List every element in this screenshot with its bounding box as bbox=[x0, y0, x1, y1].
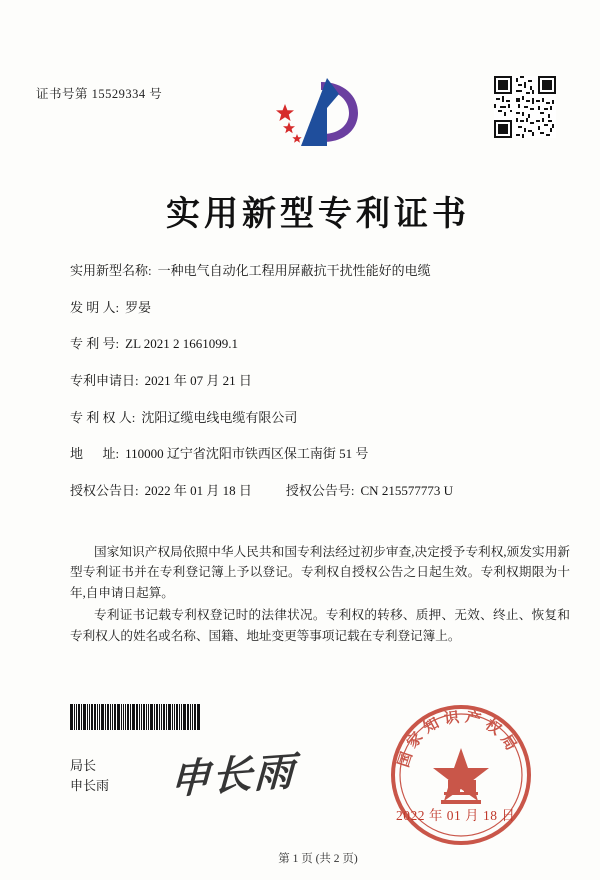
svg-text:国家知识产权局: 国家知识产权局 bbox=[394, 707, 524, 770]
field-value: ZL 2021 2 1661099.1 bbox=[125, 336, 239, 352]
barcode-icon bbox=[70, 704, 230, 730]
director-name-label: 申长雨 bbox=[70, 778, 110, 794]
paragraph-2: 专利证书记载专利权登记时的法律状况。专利权的转移、质押、无效、终止、恢复和专利权人的姓名或名称、国籍、地址变更等事项记载在专利登记簿上。 bbox=[70, 608, 570, 643]
field-row-inventor bbox=[70, 299, 570, 317]
field-value: 沈阳辽缆电线电缆有限公司 bbox=[141, 409, 298, 425]
qr-code-icon bbox=[494, 76, 556, 138]
field-label: 实用新型名称: bbox=[70, 263, 152, 278]
field-label: 专 利 权 人: bbox=[70, 409, 136, 425]
patent-office-logo-icon bbox=[261, 74, 371, 154]
field-row-name bbox=[70, 262, 570, 280]
announcement-number-value: CN 215577773 U bbox=[360, 483, 453, 499]
director-title-label: 局长 bbox=[70, 758, 97, 773]
signature-labels bbox=[70, 756, 109, 796]
field-label: 发 明 人: bbox=[70, 299, 120, 315]
legal-text bbox=[70, 542, 570, 648]
announcement-number-label: 授权公告号: bbox=[285, 483, 355, 499]
announcement-date-label: 授权公告日: bbox=[70, 483, 139, 499]
seal-date: 2022 年 01 月 18 日 bbox=[396, 808, 516, 823]
field-label: 专 利 号: bbox=[70, 336, 120, 352]
field-row-patent-number bbox=[70, 335, 570, 353]
page-footer: 第 1 页 (共 2 页) bbox=[278, 853, 358, 865]
field-label: 地 址: bbox=[70, 446, 120, 462]
field-value: 110000 辽宁省沈阳市铁西区保工南街 51 号 bbox=[125, 446, 369, 462]
paragraph-1: 国家知识产权局依照中华人民共和国专利法经过初步审查,决定授予专利权,颁发实用新型专利证书并在专利登记簿上予以登记。专利权自授权公告之日起生效。专利权期限为十年,自申请日起算。 bbox=[70, 545, 570, 600]
field-row-announcement bbox=[70, 482, 570, 500]
field-row-address bbox=[70, 445, 570, 463]
field-row-patentee bbox=[70, 409, 570, 427]
field-value: 2021 年 07 月 21 日 bbox=[144, 373, 252, 389]
page-title: 实用新型专利证书 bbox=[166, 194, 470, 234]
field-label: 专利申请日: bbox=[70, 373, 139, 389]
field-value: 罗晏 bbox=[125, 299, 152, 315]
page-content-area bbox=[18, 14, 582, 866]
field-row-application-date bbox=[70, 372, 570, 390]
official-red-seal-icon bbox=[386, 700, 536, 850]
field-value: 一种电气自动化工程用屏蔽抗干扰性能好的电缆 bbox=[157, 263, 431, 278]
announcement-number-group bbox=[286, 482, 453, 500]
field-list bbox=[70, 262, 570, 519]
handwritten-signature: 申长雨 bbox=[169, 747, 297, 804]
certificate-number: 证书号第 15529334 号 bbox=[36, 87, 163, 101]
announcement-date-value: 2022 年 01 月 18 日 bbox=[144, 483, 252, 499]
